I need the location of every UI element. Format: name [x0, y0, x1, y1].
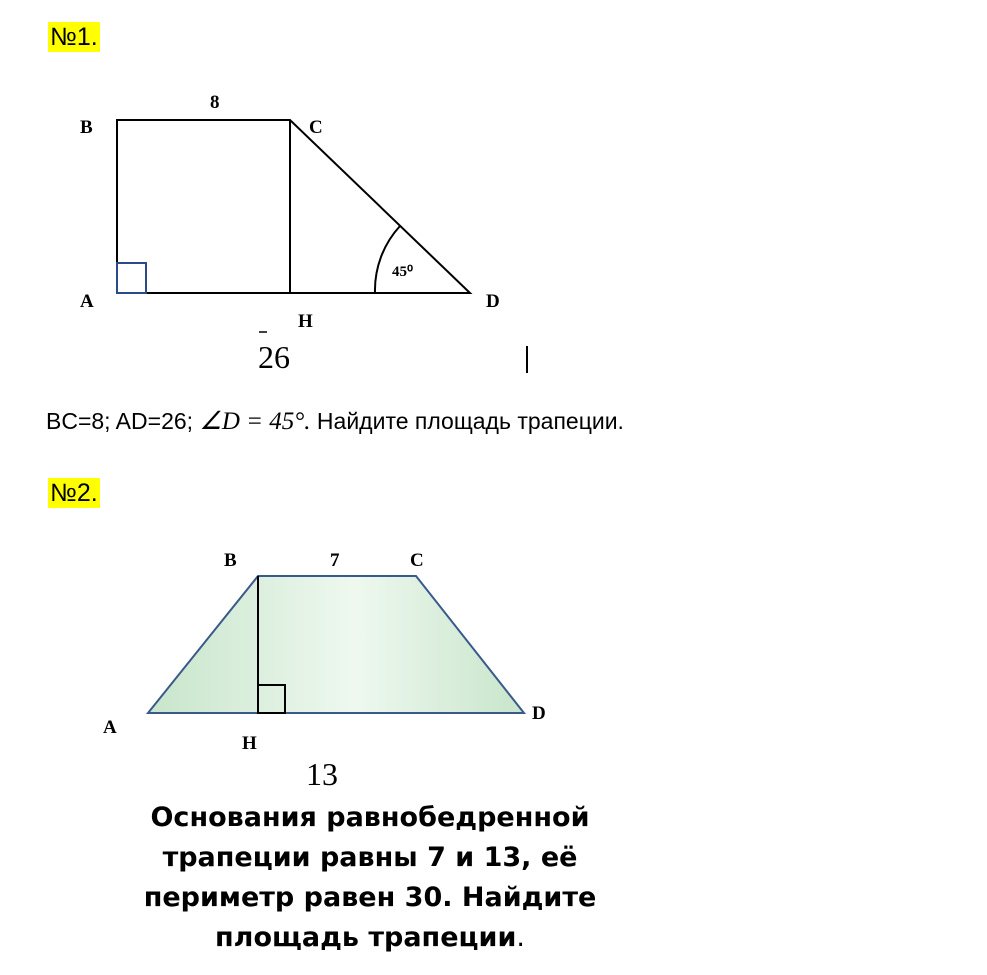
vertex-h2-label: H [242, 733, 257, 754]
angle-label: 45⁰ [392, 264, 414, 280]
vertex-c2-label: C [410, 550, 424, 571]
side-bc2-label: 7 [330, 550, 340, 571]
task1-number: №1. [50, 23, 98, 51]
trapezoid2-outline [148, 576, 524, 713]
base-ad-label: 26 [258, 339, 290, 375]
task2-number: №2. [50, 479, 98, 507]
vertex-d2-label: D [532, 703, 546, 724]
vertex-d-label: D [486, 291, 500, 312]
vertex-b-label: B [80, 117, 93, 138]
vertex-c-label: C [309, 117, 323, 138]
statement2-text: Основания равнобедренной трапеции равны 7 и 13, её периметр равен 30. Найдите площадь трапеции [143, 802, 597, 953]
statement1-suffix: Найдите площадь трапеции. [316, 408, 624, 434]
vertex-b2-label: B [224, 550, 237, 571]
side-bc-label: 8 [210, 92, 220, 113]
vertex-a2-label: A [103, 717, 117, 738]
vertex-a-label: A [80, 291, 94, 312]
statement1-prefix: BC=8; AD=26; [46, 408, 194, 434]
vertex-h-label: H [298, 311, 313, 332]
base-ad2-label: 13 [306, 756, 338, 792]
task2-statement [100, 798, 640, 958]
statement2-end: . [516, 922, 525, 953]
statement1-math: ∠D = 45°. [199, 408, 311, 435]
